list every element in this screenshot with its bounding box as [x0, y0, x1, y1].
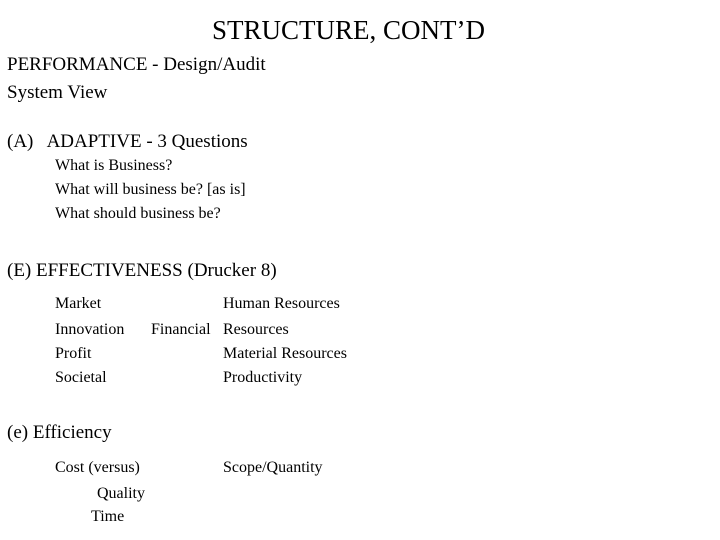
effectiveness-item-financial-resources: Resources — [223, 321, 289, 338]
adaptive-question-2: What will business be? [as is] — [55, 181, 246, 198]
effectiveness-item-societal: Societal — [55, 369, 107, 386]
slide-title: STRUCTURE, CONT’D — [212, 15, 486, 45]
adaptive-heading: (A) ADAPTIVE - 3 Questions — [7, 131, 248, 152]
adaptive-question-3: What should business be? — [55, 205, 221, 222]
effectiveness-item-market: Market — [55, 295, 102, 312]
efficiency-time: Time — [91, 508, 125, 525]
efficiency-heading: (e) Efficiency — [7, 422, 112, 443]
effectiveness-item-innovation: Innovation — [55, 321, 125, 338]
adaptive-question-1: What is Business? — [55, 157, 173, 174]
effectiveness-item-profit: Profit — [55, 345, 92, 362]
effectiveness-item-material-resources: Material Resources — [223, 345, 347, 362]
effectiveness-item-productivity: Productivity — [223, 369, 303, 386]
effectiveness-item-human-resources: Human Resources — [223, 295, 340, 312]
subtitle-system-view: System View — [7, 82, 108, 103]
subtitle-performance: PERFORMANCE - Design/Audit — [7, 54, 266, 75]
effectiveness-financial-prefix: Financial — [151, 321, 211, 338]
effectiveness-heading: (E) EFFECTIVENESS (Drucker 8) — [7, 260, 277, 281]
efficiency-quality: Quality — [97, 485, 145, 502]
efficiency-cost: Cost (versus) — [55, 459, 140, 476]
efficiency-scope: Scope/Quantity — [223, 459, 323, 476]
